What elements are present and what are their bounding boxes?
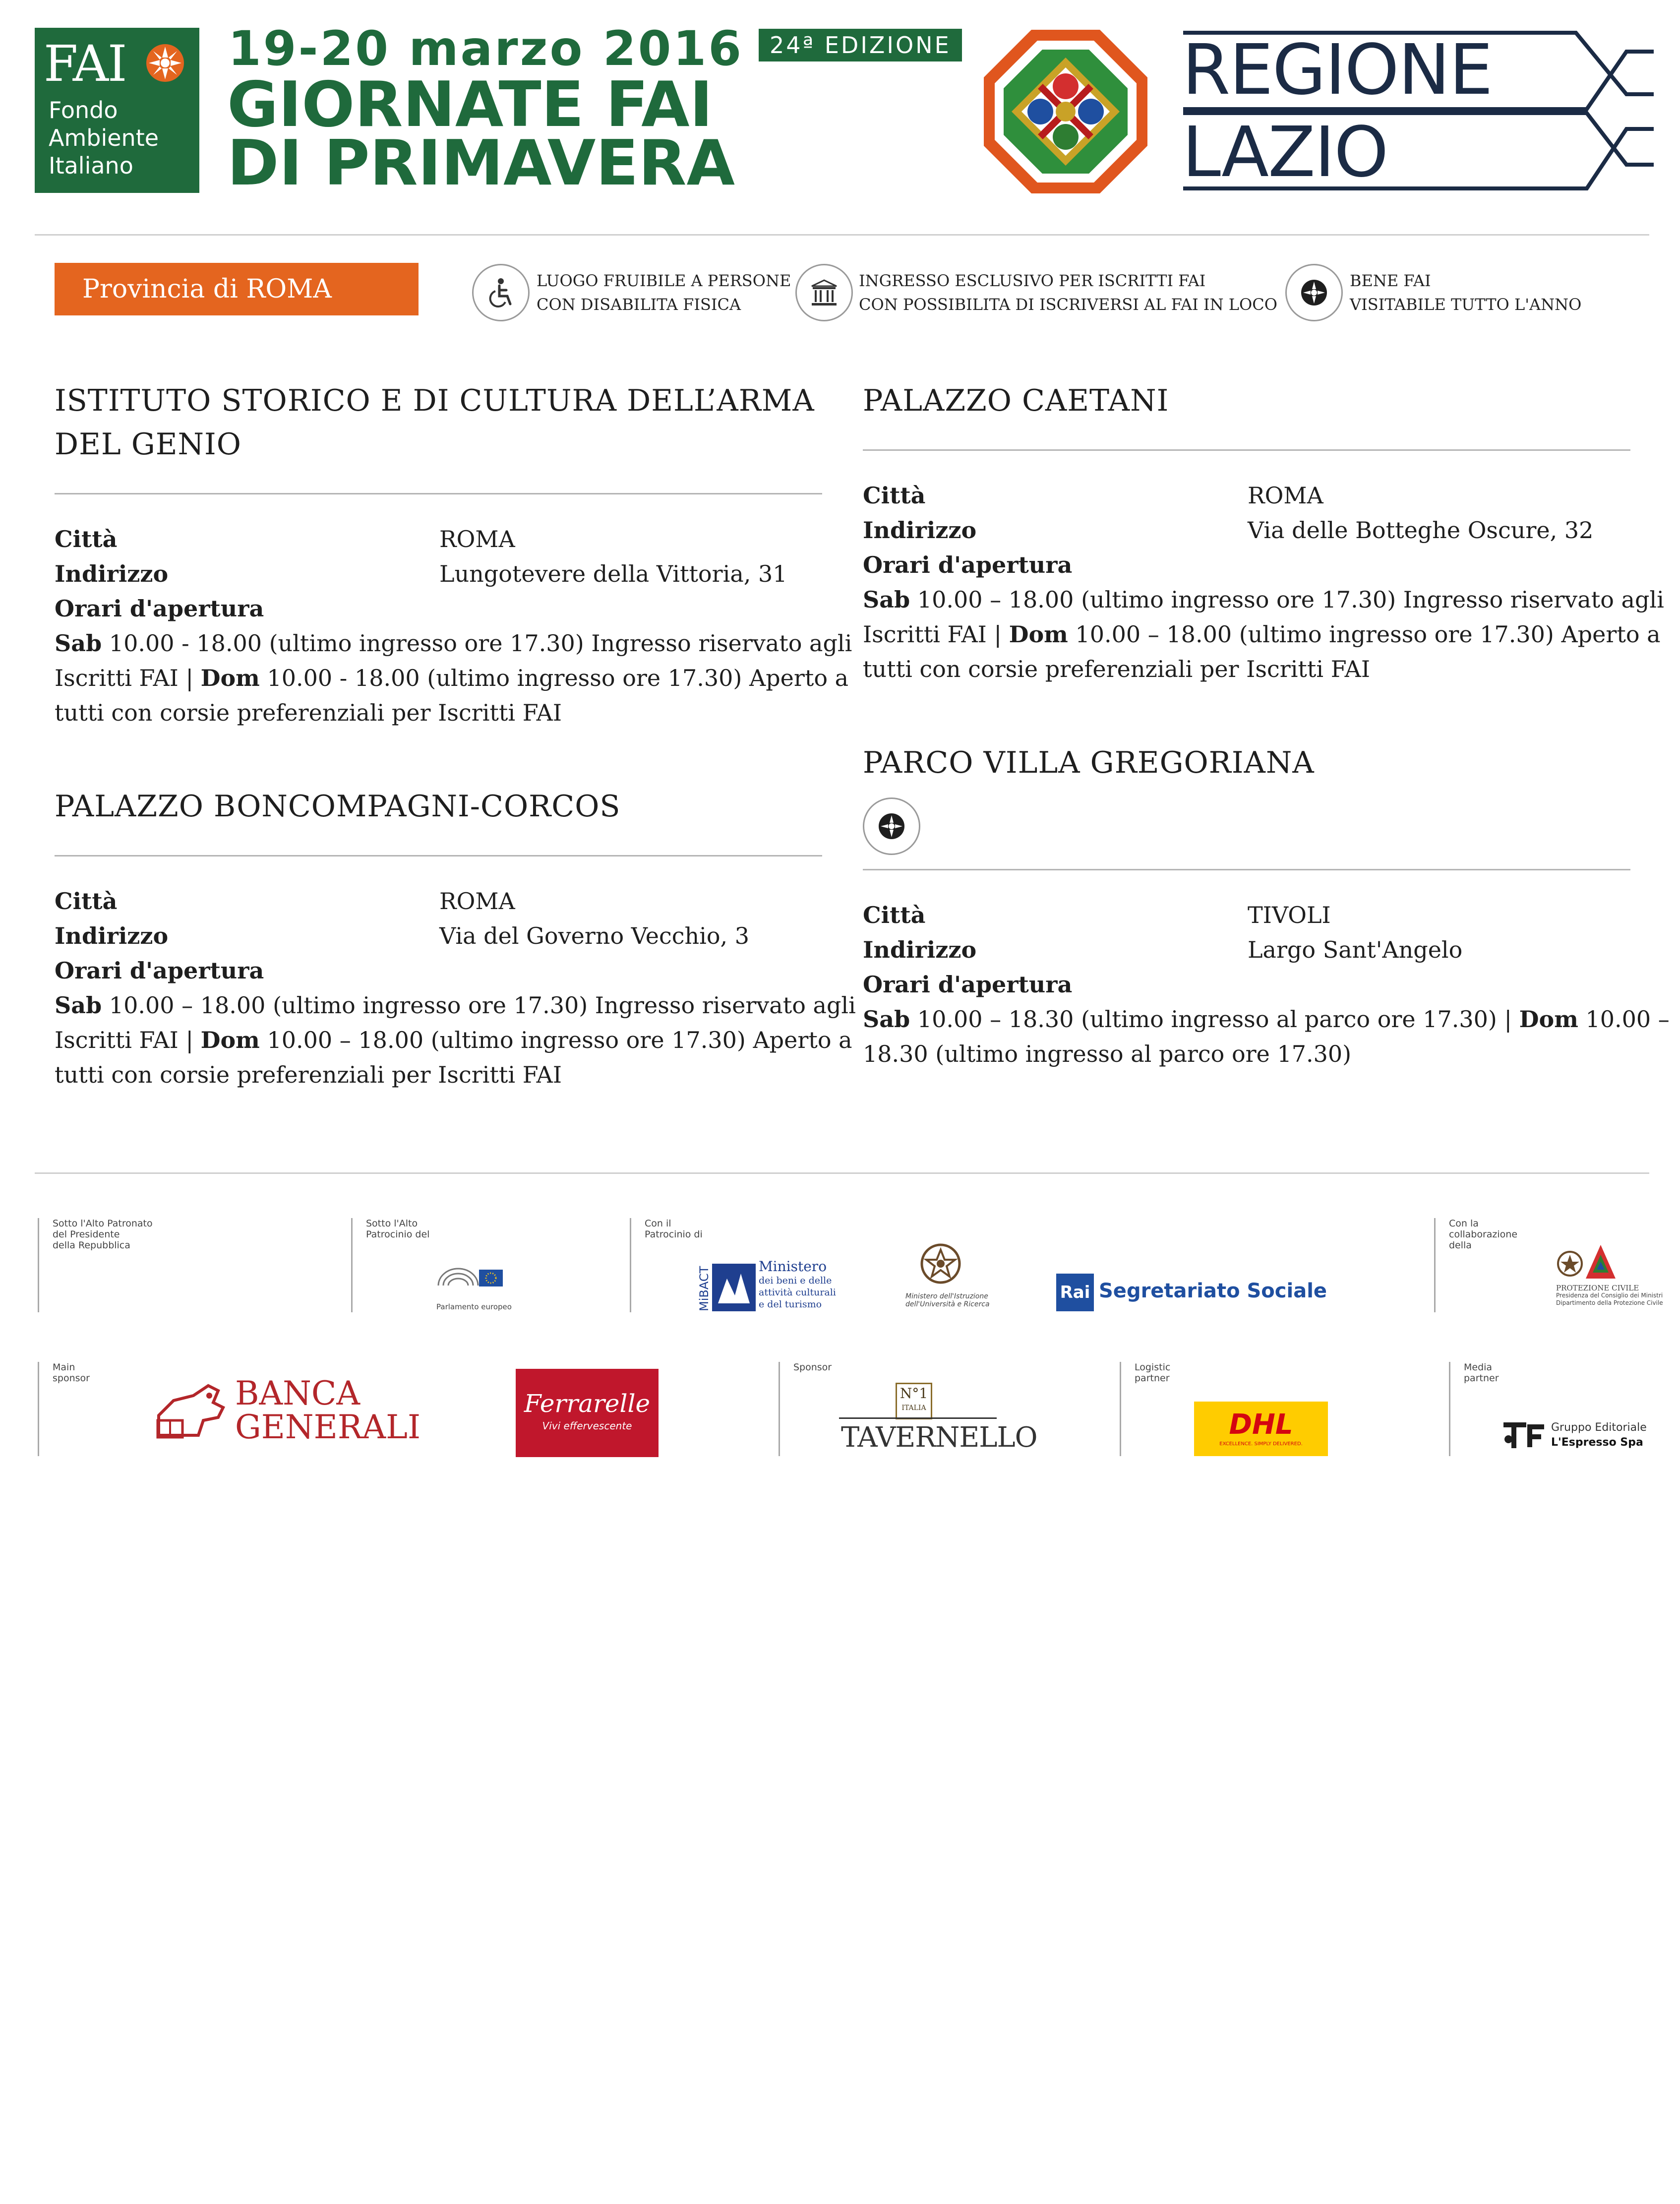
hours-text: tutti con corsie preferenziali per Iscritti FAI xyxy=(863,656,1371,682)
hours-text: 10.00 – 18.00 (ultimo ingresso ore 17.30) Ingresso riservato agli xyxy=(910,586,1664,613)
hours-text: 10.00 – 18.30 (ultimo ingresso al parco ore 17.30) | xyxy=(910,1006,1519,1033)
building-icon xyxy=(795,264,853,321)
fai-bene-icon xyxy=(863,797,920,855)
city-value: ROMA xyxy=(439,888,515,915)
hours-label: Orari d'apertura xyxy=(55,957,264,984)
address-label: Indirizzo xyxy=(55,922,169,949)
caption-line: Sotto l'Alto Patronato xyxy=(53,1218,153,1229)
entry-divider xyxy=(55,855,822,857)
caption-line: collaborazione xyxy=(1449,1229,1518,1240)
address-label: Indirizzo xyxy=(863,517,977,544)
entry-hours-label-row xyxy=(55,591,264,626)
regione-logo-line: REGIONE xyxy=(1182,30,1492,111)
ferrarelle-logo xyxy=(516,1369,659,1457)
legend-accessibility-text xyxy=(537,269,791,316)
dhl-logo-text: DHL xyxy=(1229,1408,1293,1441)
mibact-side-text: MiBACT xyxy=(697,1266,711,1311)
province-label: Provincia di ROMA xyxy=(55,263,419,315)
protezione-civile-logo-icon xyxy=(1555,1242,1617,1282)
espresso-logo-text xyxy=(1551,1420,1647,1450)
hours-text: 10.00 – 18.00 (ultimo ingresso ore 17.30) Ingresso riservato agli xyxy=(102,992,856,1019)
ferrarelle-logo-text: Ferrarelle xyxy=(524,1389,651,1418)
edition-badge: 24ª EDIZIONE xyxy=(759,29,962,61)
hours-text: 10.00 - 18.00 (ultimo ingresso ore 17.30) Ingresso riservato agli xyxy=(102,630,852,657)
parlamento-europeo-logo-icon xyxy=(434,1260,505,1299)
caption-line: del Presidente xyxy=(53,1229,120,1240)
address-value: Largo Sant'Angelo xyxy=(1248,936,1463,963)
entry-title xyxy=(863,741,1315,785)
hours-text: 18.30 (ultimo ingresso al parco ore 17.30) xyxy=(863,1041,1352,1067)
sponsor-caption xyxy=(793,1362,832,1373)
ferrarelle-tagline: Vivi effervescente xyxy=(542,1420,632,1432)
entry-hours-label-row xyxy=(863,548,1072,582)
regione-lazio-logo xyxy=(1180,25,1656,193)
caption-line: della Repubblica xyxy=(53,1240,130,1251)
italian-republic-emblem-icon xyxy=(918,1239,963,1288)
protezione-text-line: PROTEZIONE CIVILE xyxy=(1556,1284,1639,1292)
legend-text-line: CON POSSIBILITA DI ISCRIVERSI AL FAI IN LOCO xyxy=(859,295,1277,314)
regione-lazio-crest-icon xyxy=(982,28,1149,195)
caption-line: Con la xyxy=(1449,1218,1479,1229)
entry-address-row xyxy=(55,918,822,953)
legend-members-text xyxy=(859,269,1277,316)
entry-city-row xyxy=(55,522,822,556)
hours-label: Orari d'apertura xyxy=(863,971,1073,998)
wheelchair-icon xyxy=(472,264,530,321)
city-value: ROMA xyxy=(439,526,515,552)
city-label: Città xyxy=(863,482,926,509)
city-value: TIVOLI xyxy=(1248,902,1331,928)
entry-hours xyxy=(55,626,852,730)
sponsor-caption xyxy=(1464,1362,1499,1384)
legend-text-line: VISITABILE TUTTO L'ANNO xyxy=(1350,295,1582,314)
protezione-text-line: Presidenza del Consiglio dei Ministri xyxy=(1556,1292,1663,1299)
entry-hours-label-row xyxy=(55,953,264,988)
fai-logo-subtitle-line: Fondo xyxy=(49,97,118,123)
caption-line: partner xyxy=(1135,1373,1170,1384)
legend-text-line: BENE FAI xyxy=(1350,271,1431,290)
hours-label: Orari d'apertura xyxy=(863,551,1073,578)
sponsor-divider xyxy=(1434,1218,1436,1312)
address-value: Via delle Botteghe Oscure, 32 xyxy=(1248,517,1594,544)
caption-line: Con il xyxy=(645,1218,671,1229)
hours-text: Iscritti FAI | xyxy=(55,1027,201,1053)
tavernello-badge-line: N°1 xyxy=(900,1385,928,1402)
ministry-text-line: dell'Università e Ricerca xyxy=(905,1300,990,1308)
espresso-text-line: L'Espresso Spa xyxy=(1551,1436,1643,1449)
sponsor-caption xyxy=(1449,1218,1517,1251)
caption-line: della xyxy=(1449,1240,1472,1251)
sponsor-divider xyxy=(351,1218,353,1312)
tavernello-rule xyxy=(839,1417,997,1419)
entry-title-line: PALAZZO CAETANI xyxy=(863,383,1169,418)
caption-line: Sponsor xyxy=(793,1362,832,1373)
sat-label: Sab xyxy=(863,1006,910,1033)
banca-generali-text-line: GENERALI xyxy=(235,1408,421,1446)
entry-hours-label-row xyxy=(863,967,1072,1002)
hours-text: Iscritti FAI | xyxy=(55,665,201,691)
entry-city-row xyxy=(863,478,1630,513)
entry-divider xyxy=(863,869,1630,870)
protezione-civile-text xyxy=(1556,1285,1663,1307)
sponsor-divider xyxy=(1120,1362,1121,1456)
city-label: Città xyxy=(55,888,118,915)
sat-label: Sab xyxy=(863,586,910,613)
entry-hours xyxy=(863,1002,1670,1071)
sun-label: Dom xyxy=(200,665,260,691)
city-label: Città xyxy=(55,526,118,552)
banca-generali-lion-icon xyxy=(149,1381,233,1445)
entry-address-row xyxy=(863,513,1630,548)
hours-label: Orari d'apertura xyxy=(55,595,264,622)
event-date: 19-20 marzo 2016 xyxy=(228,21,744,76)
entry-address-row xyxy=(55,556,822,591)
entry-title-line: DEL GENIO xyxy=(55,427,241,462)
sat-label: Sab xyxy=(55,992,102,1019)
caption-line: Main xyxy=(53,1362,75,1373)
entry-title-line: ISTITUTO STORICO E DI CULTURA DELL’ARMA xyxy=(55,383,815,418)
sponsor-caption xyxy=(645,1218,703,1240)
caption-line: sponsor xyxy=(53,1373,90,1384)
mibact-text-line: attività culturali xyxy=(759,1287,836,1298)
mibact-logo-text xyxy=(759,1259,836,1310)
legend-fai-property-text xyxy=(1350,269,1581,316)
legend-text-line: CON DISABILITA FISICA xyxy=(537,295,741,314)
entry-hours xyxy=(863,582,1664,686)
caption-line: Patrocinio del xyxy=(366,1229,430,1240)
hours-text: 10.00 – 18.00 (ultimo ingresso ore 17.30) Aperto a xyxy=(259,1027,852,1053)
event-title-line: GIORNATE FAI xyxy=(227,68,713,141)
sponsors-divider xyxy=(35,1172,1649,1174)
hours-text: 10.00 - 18.00 (ultimo ingresso ore 17.30) Aperto a xyxy=(259,665,849,691)
entry-divider xyxy=(55,493,822,494)
dhl-logo xyxy=(1194,1402,1328,1456)
mibact-text-line: Ministero xyxy=(759,1258,827,1275)
sponsor-divider xyxy=(38,1218,39,1312)
ministry-logo-text xyxy=(905,1292,990,1308)
tavernello-badge xyxy=(896,1383,932,1419)
ministry-text-line: Ministero dell'Istruzione xyxy=(905,1292,988,1300)
sponsor-divider xyxy=(630,1218,631,1312)
caption-line: Patrocinio di xyxy=(645,1229,703,1240)
event-title-line: DI PRIMAVERA xyxy=(227,126,735,199)
address-label: Indirizzo xyxy=(55,560,169,587)
sponsor-divider xyxy=(779,1362,780,1456)
sun-label: Dom xyxy=(1519,1006,1578,1033)
legend-text-line: LUOGO FRUIBILE A PERSONE xyxy=(537,271,791,290)
caption-line: Media xyxy=(1464,1362,1493,1373)
caption-line: Sotto l'Alto xyxy=(366,1218,418,1229)
rai-logo-box: Rai xyxy=(1056,1274,1094,1311)
caption-line: partner xyxy=(1464,1373,1499,1384)
regione-logo-line: LAZIO xyxy=(1182,112,1388,193)
entry-city-row xyxy=(55,884,822,918)
event-title xyxy=(227,68,735,199)
entry-title xyxy=(863,379,1169,423)
fai-bene-icon xyxy=(1285,264,1343,321)
sponsor-caption xyxy=(53,1218,153,1251)
sponsor-divider xyxy=(38,1362,39,1456)
sponsor-caption xyxy=(53,1362,90,1384)
sun-label: Dom xyxy=(200,1027,260,1053)
espresso-logo-icon xyxy=(1501,1419,1546,1450)
dhl-logo-tagline: EXCELLENCE. SIMPLY DELIVERED. xyxy=(1219,1441,1303,1447)
sun-label: Dom xyxy=(1009,621,1068,648)
entry-title-line: PALAZZO BONCOMPAGNI-CORCOS xyxy=(55,789,621,824)
rai-logo-text: Segretariato Sociale xyxy=(1099,1280,1327,1302)
hours-text: tutti con corsie preferenziali per Iscritti FAI xyxy=(55,1061,562,1088)
espresso-text-line: Gruppo Editoriale xyxy=(1551,1421,1647,1434)
sponsor-caption xyxy=(366,1218,429,1240)
banca-generali-text-line: BANCA xyxy=(235,1374,360,1412)
fai-logo-subtitle-line: Ambiente xyxy=(49,124,159,151)
hours-text: 10.00 – xyxy=(1578,1006,1670,1033)
mibact-text-line: e del turismo xyxy=(759,1299,822,1310)
parlamento-logo-text: Parlamento europeo xyxy=(436,1302,512,1311)
fai-emblem-icon xyxy=(145,43,185,83)
mibact-logo-icon xyxy=(712,1264,756,1311)
fai-logo-name: FAI xyxy=(44,35,126,93)
banca-generali-logo-text xyxy=(235,1374,421,1446)
entry-city-row xyxy=(863,898,1630,932)
hours-text: Iscritti FAI | xyxy=(863,621,1009,648)
entry-address-row xyxy=(863,932,1630,967)
hours-text: tutti con corsie preferenziali per Iscritti FAI xyxy=(55,699,562,726)
tavernello-logo-text: TAVERNELLO xyxy=(841,1421,1037,1454)
legend-text-line: INGRESSO ESCLUSIVO PER ISCRITTI FAI xyxy=(859,271,1206,290)
fai-logo-subtitle-line: Italiano xyxy=(49,152,133,179)
caption-line: Logistic xyxy=(1135,1362,1171,1373)
entry-hours xyxy=(55,988,856,1092)
city-label: Città xyxy=(863,902,926,928)
mibact-text-line: dei beni e delle xyxy=(759,1275,832,1286)
address-value: Via del Governo Vecchio, 3 xyxy=(439,922,750,949)
address-label: Indirizzo xyxy=(863,936,977,963)
address-value: Lungotevere della Vittoria, 31 xyxy=(439,560,787,587)
sat-label: Sab xyxy=(55,630,102,657)
entry-divider xyxy=(863,449,1630,451)
sponsor-caption xyxy=(1135,1362,1170,1384)
header-divider xyxy=(35,234,1649,236)
entry-title xyxy=(55,379,815,466)
entry-title-line: PARCO VILLA GREGORIANA xyxy=(863,745,1315,780)
entry-title xyxy=(55,785,621,828)
hours-text: 10.00 – 18.00 (ultimo ingresso ore 17.30) Aperto a xyxy=(1068,621,1661,648)
sponsor-divider xyxy=(1449,1362,1450,1456)
city-value: ROMA xyxy=(1248,482,1323,509)
fai-logo xyxy=(35,28,199,193)
protezione-text-line: Dipartimento della Protezione Civile xyxy=(1556,1299,1663,1306)
tavernello-badge-line: ITALIA xyxy=(901,1404,926,1412)
